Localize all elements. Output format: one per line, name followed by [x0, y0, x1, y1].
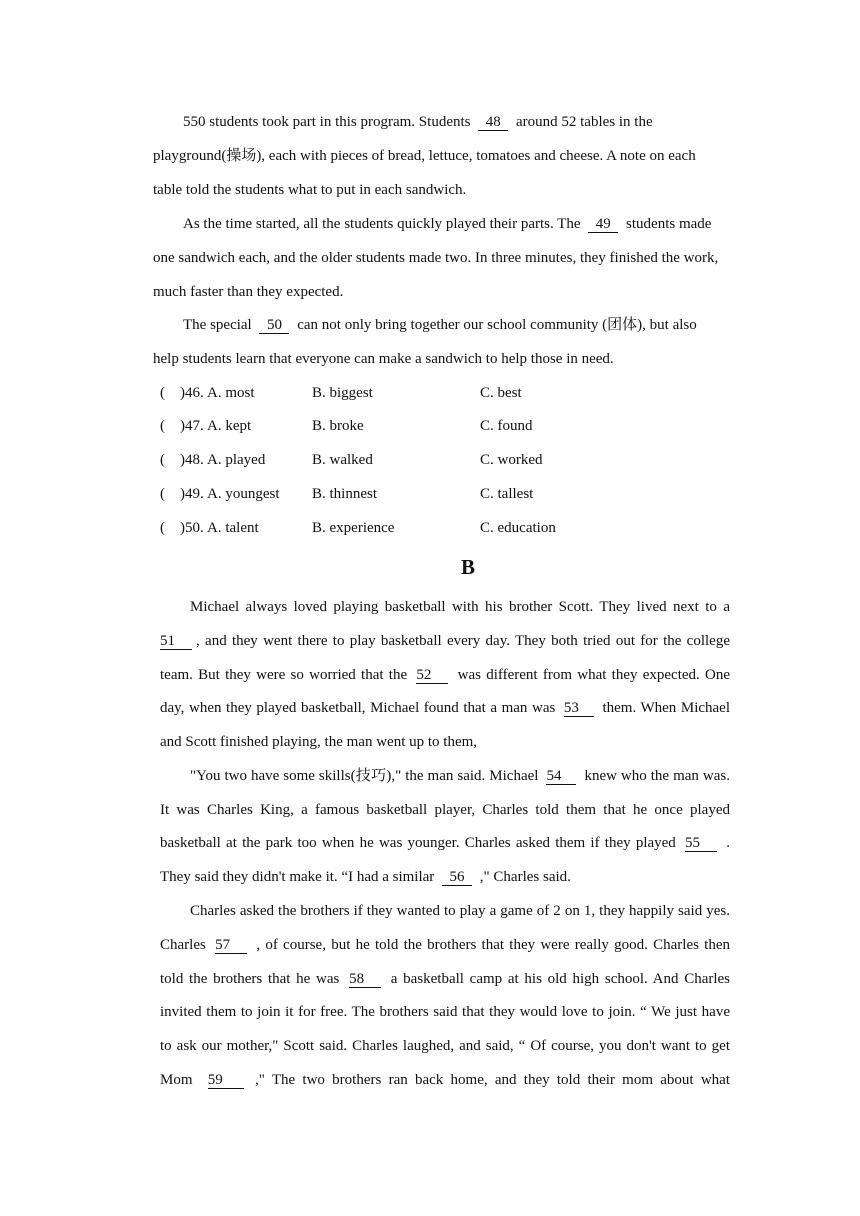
question-paren: (	[160, 452, 165, 468]
passage-b-line	[160, 833, 730, 853]
passage-a-line: help students learn that everyone can make a sandwich to help those in need.	[153, 351, 614, 367]
passage-b-line: and Scott finished playing, the man went up to them,	[160, 734, 478, 750]
option-b: B. broke	[312, 418, 364, 434]
blank-48: 48	[478, 114, 508, 131]
text: As the time started, all the students quickly played their parts. The	[183, 216, 581, 232]
blank-56: 56	[442, 869, 472, 886]
text: students made	[626, 216, 712, 232]
passage-a-line	[183, 112, 653, 132]
question-paren: (	[160, 385, 165, 401]
passage-b-line	[160, 1070, 730, 1090]
option-c: C. found	[480, 418, 533, 434]
blank-51: 51	[160, 633, 192, 650]
option-b: B. experience	[312, 520, 395, 536]
text: team. But they were so worried that the	[160, 667, 408, 683]
question-number: )46.	[180, 385, 204, 401]
text: .	[726, 835, 730, 851]
passage-b-line: to ask our mother," Scott said. Charles laughed, and said, “ Of course, you don't want to get	[160, 1038, 730, 1054]
question-paren: (	[160, 520, 165, 536]
blank-52: 52	[416, 667, 448, 684]
blank-58: 58	[349, 971, 381, 988]
text: ," The two brothers ran back home, and they told their mom about what	[255, 1072, 730, 1088]
question-number: )49.	[180, 486, 204, 502]
question-number: )50.	[180, 520, 204, 536]
text: them. When Michael	[602, 700, 731, 716]
option-a: A. most	[207, 385, 255, 401]
question-number: )47.	[180, 418, 204, 434]
text: around 52 tables in the	[515, 114, 653, 130]
passage-b-line	[160, 631, 730, 651]
option-b: B. biggest	[312, 385, 373, 401]
option-c: C. education	[480, 520, 556, 536]
text: was different from what they expected. One	[457, 667, 731, 683]
text: 550 students took part in this program. Students	[183, 114, 471, 130]
option-a: A. youngest	[207, 486, 280, 502]
blank-49: 49	[588, 216, 618, 233]
option-c: C. tallest	[480, 486, 534, 502]
question-paren: (	[160, 418, 165, 434]
text: Mom	[160, 1072, 193, 1088]
passage-b-line: Charles asked the brothers if they wanted to play a game of 2 on 1, they happily said yes.	[190, 903, 730, 919]
text: ," Charles said.	[479, 869, 571, 885]
blank-55: 55	[685, 835, 717, 852]
text: basketball at the park too when he was younger. Charles asked them if they played	[160, 835, 676, 851]
passage-b-line: It was Charles King, a famous basketball player, Charles told them that he once played	[160, 802, 730, 818]
blank-53: 53	[564, 700, 594, 717]
option-a: A. played	[207, 452, 266, 468]
option-b: B. walked	[312, 452, 373, 468]
question-paren: (	[160, 486, 165, 502]
passage-b-line	[160, 665, 730, 685]
text: knew who the man was.	[584, 768, 730, 784]
text: day, when they played basketball, Michael found that a man was	[160, 700, 556, 716]
text: , and they went there to play basketball every day. They both tried out for the college	[196, 633, 730, 649]
passage-b-line	[160, 867, 571, 887]
text: "You two have some skills(技巧)," the man said. Michael	[190, 768, 539, 784]
text: a basketball camp at his old high school. And Charles	[390, 971, 731, 987]
option-c: C. best	[480, 385, 522, 401]
blank-59: 59	[208, 1072, 244, 1089]
text: told the brothers that he was	[160, 971, 340, 987]
passage-a-line: playground(操场), each with pieces of bread, lettuce, tomatoes and cheese. A note on each	[153, 148, 696, 164]
text: They said they didn't make it. “I had a similar	[160, 869, 435, 885]
option-b: B. thinnest	[312, 486, 378, 502]
blank-57: 57	[215, 937, 247, 954]
blank-54: 54	[546, 768, 576, 785]
question-number: )48.	[180, 452, 204, 468]
passage-b-line	[160, 969, 730, 989]
passage-b-line	[190, 766, 730, 786]
option-a: A. kept	[207, 418, 252, 434]
section-heading: B	[460, 555, 475, 579]
option-c: C. worked	[480, 452, 543, 468]
blank-50: 50	[259, 317, 289, 334]
passage-a-line	[183, 214, 711, 234]
passage-a-line: much faster than they expected.	[153, 284, 344, 300]
passage-a-line: table told the students what to put in each sandwich.	[153, 182, 467, 198]
text: The special	[183, 317, 252, 333]
passage-b-line: Michael always loved playing basketball with his brother Scott. They lived next to a	[190, 599, 730, 615]
option-a: A. talent	[207, 520, 259, 536]
passage-b-line	[160, 698, 730, 718]
text: Charles	[160, 937, 206, 953]
passage-b-line	[160, 935, 730, 955]
passage-a-line: one sandwich each, and the older students made two. In three minutes, they finished the work,	[153, 250, 719, 266]
text: can not only bring together our school community (团体), but also	[297, 317, 697, 333]
passage-a-line	[183, 315, 697, 335]
passage-b-line: invited them to join it for free. The brothers said that they would love to join. “ We just have	[160, 1004, 730, 1020]
text: , of course, but he told the brothers that they were really good. Charles then	[256, 937, 731, 953]
